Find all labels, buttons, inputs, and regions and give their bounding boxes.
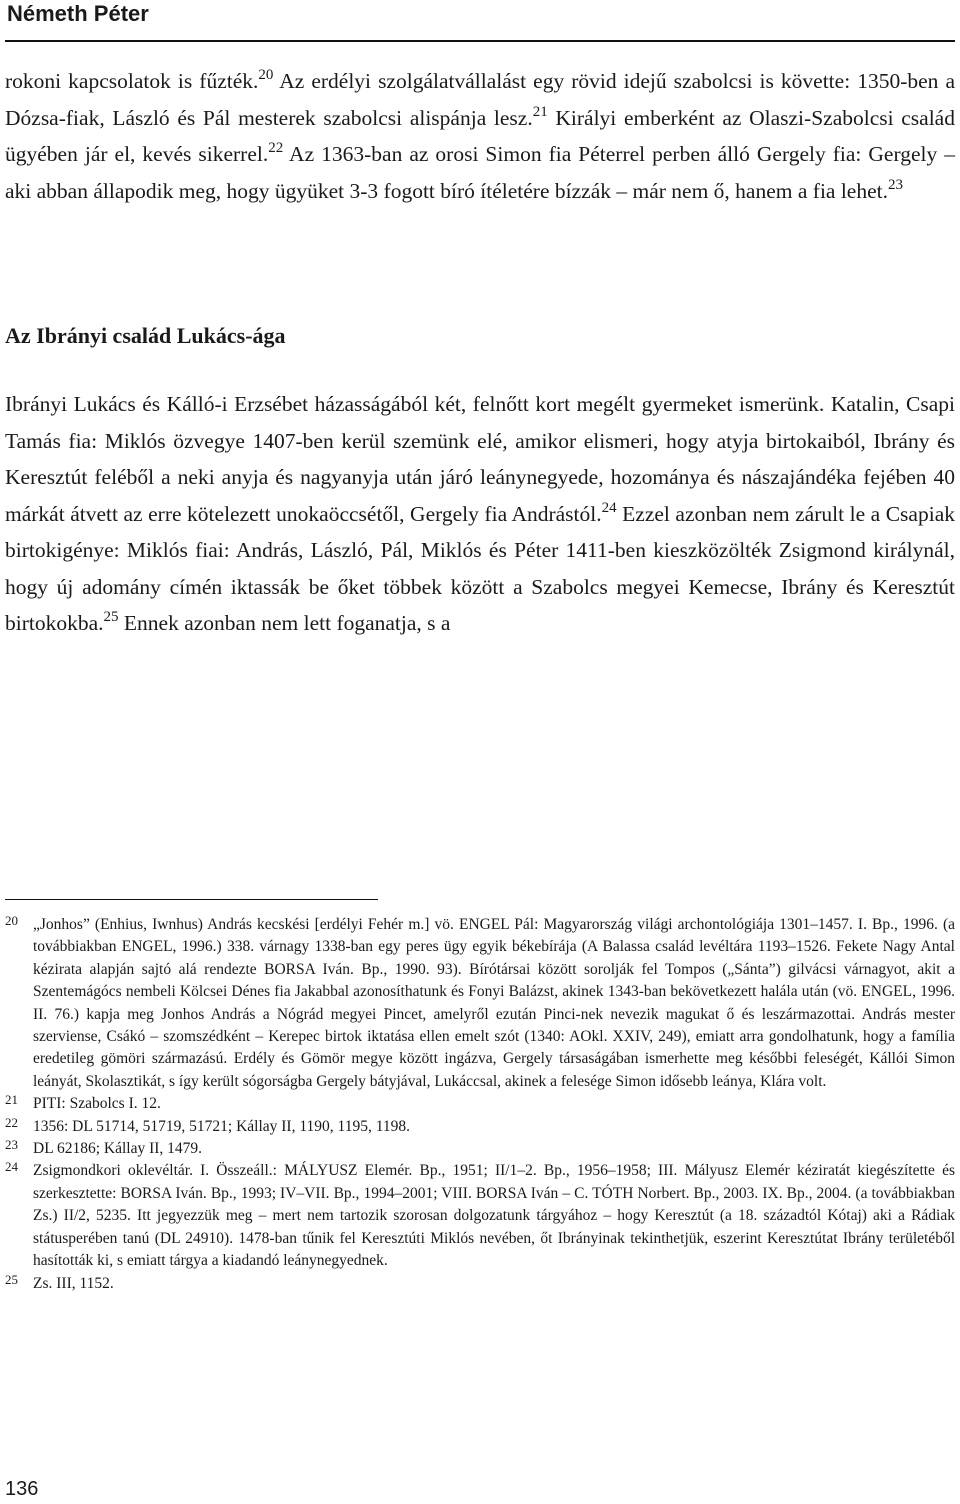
text-run: Ennek azonban nem lett foganatja, s a bbox=[118, 611, 451, 635]
footnote-23 bbox=[5, 1138, 955, 1160]
footnote-text: Zsigmondkori oklevéltár. I. Összeáll.: MÁLYUSZ Elemér. Bp., 1951; II/1–2. Bp., 1956–1958; III. Mályusz Elemér kéziratát kiegészítette és szerkesztette: BORSA Iván. Bp., 1993; IV–VII. Bp., 1994–2001; VIII. BORSA Iván – C. TÓTH Norbert. Bp., 2003. IX. Bp., 2004. (a továbbiakban Zs.) II/2, 5235. Itt jegyezzük meg – mert nem tartozik szorosan dolgozatunk tárgyához – hogy Keresztút (a 18. századtól Kótaj) aki a Rádiak státusperében tanú (DL 24910). 1478-ban tűnik fel Keresztúti Miklós nevében, őt Ibrányinak tekinthetjük, eszerint Keresztútat Ibrány területéből hasították ki, s emiatt tárgya a kiadandó leánynegyednek. bbox=[33, 1162, 955, 1270]
footnotes bbox=[5, 914, 955, 1295]
footnote-ref-25[interactable]: 25 bbox=[103, 609, 119, 625]
footnote-ref-20[interactable]: 20 bbox=[258, 67, 274, 83]
footnote-text: DL 62186; Kállay II, 1479. bbox=[33, 1140, 203, 1158]
page-number: 136 bbox=[5, 1478, 39, 1500]
footnote-ref-24[interactable]: 24 bbox=[601, 499, 617, 516]
footnote-text: „Jonhos” (Enhius, Iwnhus) András kecskési [erdélyi Fehér m.] vö. ENGEL Pál: Magyarország világi archontológiája 1301–1457. I. Bp., 1996. (a továbbiakban ENGEL, 1996.) 338. várnagy 1338-ban egy peres ügy egyik békebírája (A Balassa család levéltára 1193–1526. Fekete Nagy Antal kézirata alapján sajtó alá rendezte BORSA Iván. Bp., 1990. 93). Bírótársai között sorolják fel Tompos („Sánta”) gilvácsi várnagyot, akit a Szentemágócs nembeli Kölcsei Dénes fia Jakabbal azonosíthatunk és Fonyi Balázst, akinek 1343-ban bekövetkezett halála után (vö. ENGEL, 1996. II. 76.) kapja meg Jonhos András a Nógrád megyei Pincet, amelyről ezután Pinci-nek nevezik magukat ő és leszármazottai. András mester szerviense, Csákó – szomszédként – Kerepec birtok iktatása ellen emelt szót (1340: AOkl. XXIV, 249), emiatt arra gondolhatunk, hogy a família eredetileg gömöri származású. Erdély és Gömör megye között ingázva, Gergely társaságában ismerhette meg későbbi feleségét, Kállói Simon leányát, Skolasztikát, s így került sógorságba Gergely bátyjával, Lukáccsal, akinek a felesége Simon idősebb leánya, Klára volt. bbox=[33, 916, 955, 1090]
footnote-number: 24 bbox=[5, 1159, 18, 1175]
section-heading: Az Ibrányi család Lukács-ága bbox=[5, 323, 286, 348]
footnote-number: 25 bbox=[5, 1271, 18, 1287]
text-run: Az 1363-ban az orosi Simon fia Péterrel perben álló Gergely fia: Gergely – aki abban állapodik meg, hogy ügyüket 3-3 fogott bíró ítéletére bízzák – már nem ő, hanem a fia lehet. bbox=[5, 142, 956, 203]
footnote-text: Zs. III, 1152. bbox=[33, 1274, 114, 1292]
footnote-22 bbox=[5, 1116, 955, 1138]
text-run: Az erdélyi szolgálatvállalást egy rövid idejű szabolcsi is követte: 1350-ben a Dózsa-fiak, László és Pál mesterek szabolcsi alispánja lesz. bbox=[5, 69, 955, 130]
footnote-text: 1356: DL 51714, 51719, 51721; Kállay II, 1190, 1195, 1198. bbox=[33, 1117, 410, 1135]
footnote-number: 21 bbox=[5, 1092, 18, 1108]
footnote-ref-22[interactable]: 22 bbox=[268, 140, 284, 156]
text-run: Ibrányi Lukács és Kálló-i Erzsébet házasságából két, felnőtt kort megélt gyermeket ismerünk. Katalin, Csapi Tamás fia: Miklós özvegye 1407-ben kerül szemünk elé, amikor elismeri, hogy atyja birtokaiból, Ibrány és Keresztút feléből a neki anyja és nagyanyja után járó leánynegyede, hozománya és nászajándéka fejében 40 márkát átvett az erre kötelezett unokaöccsétől, Gergely fia Andrástól. bbox=[5, 392, 955, 526]
footnote-20 bbox=[5, 914, 955, 1093]
footnote-24 bbox=[5, 1160, 955, 1272]
text-run: rokoni kapcsolatok is fűzték. bbox=[5, 69, 259, 93]
author-name: Németh Péter bbox=[7, 1, 149, 26]
footnote-text: PITI: Szabolcs I. 12. bbox=[33, 1095, 161, 1113]
footnote-21 bbox=[5, 1093, 955, 1115]
footnote-divider bbox=[5, 899, 378, 900]
footnote-number: 20 bbox=[5, 913, 18, 928]
footnote-number: 22 bbox=[5, 1114, 18, 1130]
body-paragraph-2 bbox=[5, 386, 955, 642]
body-paragraph-1 bbox=[5, 63, 955, 209]
footnote-number: 23 bbox=[5, 1137, 18, 1153]
text-run: Királyi emberként az Olaszi-Szabolcsi család ügyében jár el, kevés sikerrel. bbox=[5, 105, 955, 166]
running-header bbox=[5, 0, 955, 42]
footnote-ref-23[interactable]: 23 bbox=[888, 176, 903, 193]
footnote-ref-21[interactable]: 21 bbox=[532, 103, 548, 120]
footnote-25 bbox=[5, 1273, 955, 1295]
text-run: Ezzel azonban nem zárult le a Csapiak birtokigénye: Miklós fiai: András, László, Pál, Miklós és Péter 1411-ben kieszközölték Zsigmond királynál, hogy új adomány címén iktassák be őket többek között a Szabolcs megyei Kemecse, Ibrány és Keresztút birtokokba. bbox=[5, 501, 955, 635]
